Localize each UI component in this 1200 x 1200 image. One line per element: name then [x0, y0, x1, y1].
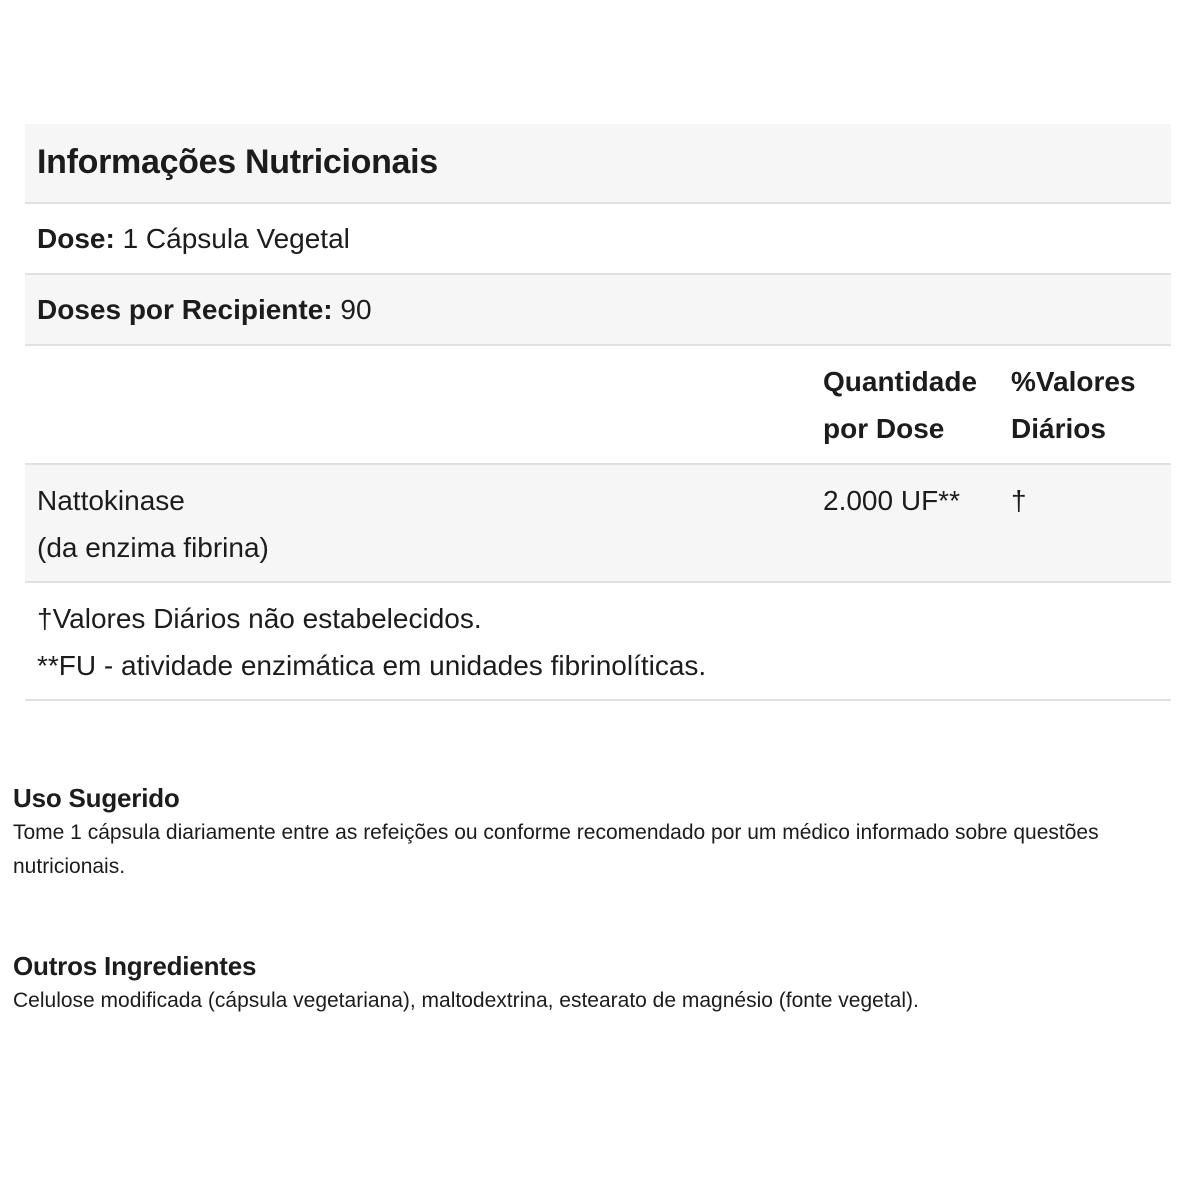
servings-label: Doses por Recipiente: — [37, 294, 333, 325]
servings-row — [25, 275, 1171, 346]
facts-title-row — [25, 124, 1171, 204]
other-ingredients-section — [13, 948, 1183, 1018]
suggested-use-text: Tome 1 cápsula diariamente entre as refeições ou conforme recomendado por um médico informado sobre questões nutricionais. — [13, 821, 1099, 878]
servings-value: 90 — [332, 294, 372, 325]
dose-line — [37, 223, 350, 255]
nutrient-amount: 2.000 UF** — [823, 485, 960, 516]
footnotes-row — [25, 583, 1171, 701]
suggested-use-title: Uso Sugerido — [13, 783, 180, 813]
nutrient-row — [25, 465, 1171, 583]
nutrient-name-line2: (da enzima fibrina) — [37, 532, 269, 563]
column-header-row — [25, 346, 1171, 465]
other-ingredients-text: Celulose modificada (cápsula vegetariana), maltodextrina, estearato de magnésio (fonte vegetal). — [13, 989, 919, 1012]
dv-header-line1: %Valores — [1011, 366, 1136, 397]
amount-column-header — [823, 358, 1003, 452]
nutrition-facts-table — [25, 124, 1171, 701]
footnote-fu-units: **FU - atividade enzimática em unidades fibrinolíticas. — [37, 650, 707, 681]
amount-header-line1: Quantidade — [823, 366, 978, 397]
suggested-use-section — [13, 780, 1183, 884]
nutrient-name — [37, 477, 269, 571]
dose-row — [25, 204, 1171, 275]
dose-value: 1 Cápsula Vegetal — [114, 223, 350, 254]
other-ingredients-title: Outros Ingredientes — [13, 951, 257, 981]
servings-line — [37, 294, 372, 326]
facts-title: Informações Nutricionais — [37, 143, 438, 181]
footnotes — [37, 595, 706, 689]
dv-header-line2: Diários — [1011, 413, 1106, 444]
nutrient-name-line1: Nattokinase — [37, 485, 185, 516]
amount-header-line2: por Dose — [823, 413, 945, 444]
daily-value-column-header — [1011, 358, 1171, 452]
dose-label: Dose: — [37, 223, 115, 254]
nutrient-daily-value: † — [1011, 485, 1027, 516]
footnote-daily-value: †Valores Diários não estabelecidos. — [37, 603, 482, 634]
